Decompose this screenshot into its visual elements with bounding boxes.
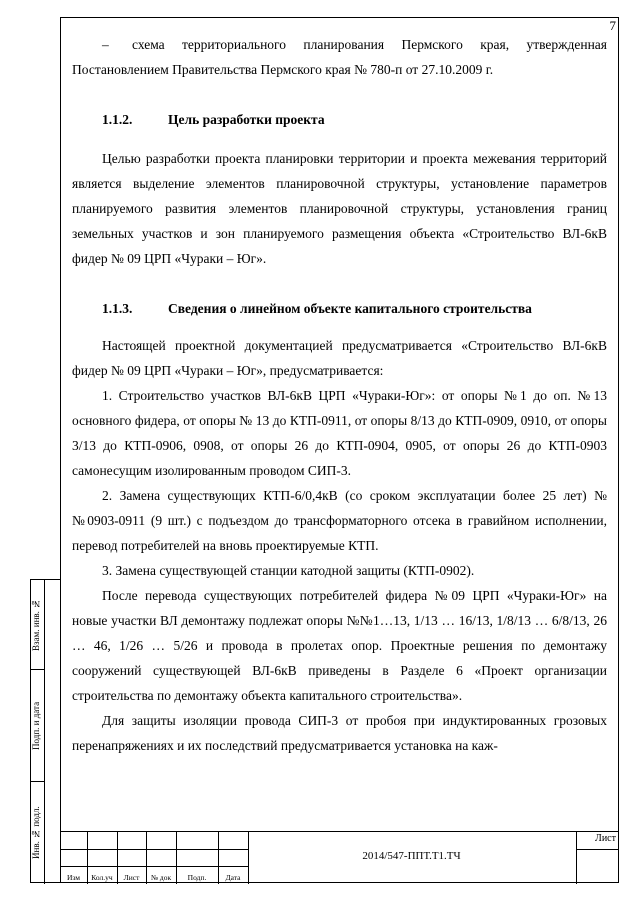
section-title: Сведения о линейном объекте капитального строительства (168, 301, 532, 316)
column-header-doc-number: № док (150, 873, 172, 882)
column-header-count: Кол.уч (91, 873, 113, 882)
sheet-divider (576, 849, 619, 850)
title-block (60, 831, 619, 884)
stamp-label-original-inv: Инв. № подл. (31, 806, 41, 860)
title-block-row-line (60, 849, 248, 850)
stamp-label-replacement-inv: Взам. инв. № (31, 598, 41, 652)
document-code: 2014/547-ППТ.Т1.ТЧ (362, 850, 461, 862)
sheet-label: Лист (595, 833, 616, 844)
paragraph: 1. Строительство участков ВЛ-6кВ ЦРП «Чураки-Юг»: от опоры №1 до оп. №13 основного фидера, от опоры № 13 до КТП-0911, от опоры 8/13 до КТП-0909, 0910, от опоры 3/13 до КТП-0906, 0908, от опоры 26 до КТП-0904, 0905, от опоры 26 до КТП-0903 самонесущим изолированным проводом СИП-3. (72, 388, 607, 478)
column-header-sheet: Лист (123, 873, 140, 882)
section-heading-goal (72, 107, 607, 132)
section-title: Цель разработки проекта (168, 112, 325, 127)
intro-list-item (72, 32, 607, 82)
column-header-change: Изм (66, 873, 81, 882)
section-number: 1.1.2. (102, 112, 133, 127)
document-body (72, 32, 607, 758)
title-block-col-line (576, 832, 577, 884)
section-heading-object-info (72, 296, 607, 321)
paragraph: Целью разработки проекта планировки территории и проекта межевания территорий является выделение элементов планировочной структуры, установление параметров планируемого развития элементов планировочной структуры, установления границ земельных участков и зон планируемого размещения объекта «Строительство ВЛ-6кВ фидер № 09 ЦРП «Чураки – Юг». (72, 151, 607, 266)
intro-list-text: схема территориального планирования Пермского края, утвержденная Постановлением Правительства Пермского края № 780-п от 27.10.2009 г. (72, 37, 607, 77)
page-number: 7 (609, 18, 616, 33)
paragraph: 2. Замена существующих КТП-6/0,4кВ (со сроком эксплуатации более 25 лет) №№0903-0911 (9 шт.) с подъездом до трансформаторного отсека в гравийном исполнении, перевод потребителей на вновь проектируемые КТП. (72, 488, 607, 553)
stamp-label-signature-date: Подп. и дата (31, 701, 41, 751)
paragraph: После перевода существующих потребителей фидера №09 ЦРП «Чураки-Юг» на новые участки ВЛ демонтажу подлежат опоры №№1…13, 1/13 … 16/13, 1/8/13 … 6/8/13, 26 … 46, 1/26 … 5/26 и провода в пролетах опор. Проектные решения по демонтажу сооружений существующей ВЛ-6кВ приведены в Разделе 6 «Проект организации строительства по демонтажу объекта капитального строительства». (72, 588, 607, 703)
paragraph: Настоящей проектной документацией предусматривается «Строительство ВЛ-6кВ фидер № 09 ЦРП «Чураки – Юг», предусматривается: (72, 338, 607, 378)
paragraph: Для защиты изоляции провода СИП-3 от пробоя при индуктированных грозовых перенапряжениях и их последствий предусматривается установка на каж- (72, 713, 607, 753)
section-number: 1.1.3. (102, 301, 133, 316)
column-header-date: Дата (225, 873, 241, 882)
title-block-row-line (60, 866, 248, 867)
side-stamp-table (30, 579, 60, 883)
list-dash: – (102, 37, 109, 52)
paragraph: 3. Замена существующей станции катодной защиты (КТП-0902). (102, 563, 475, 578)
column-header-signature: Подп. (187, 873, 207, 882)
